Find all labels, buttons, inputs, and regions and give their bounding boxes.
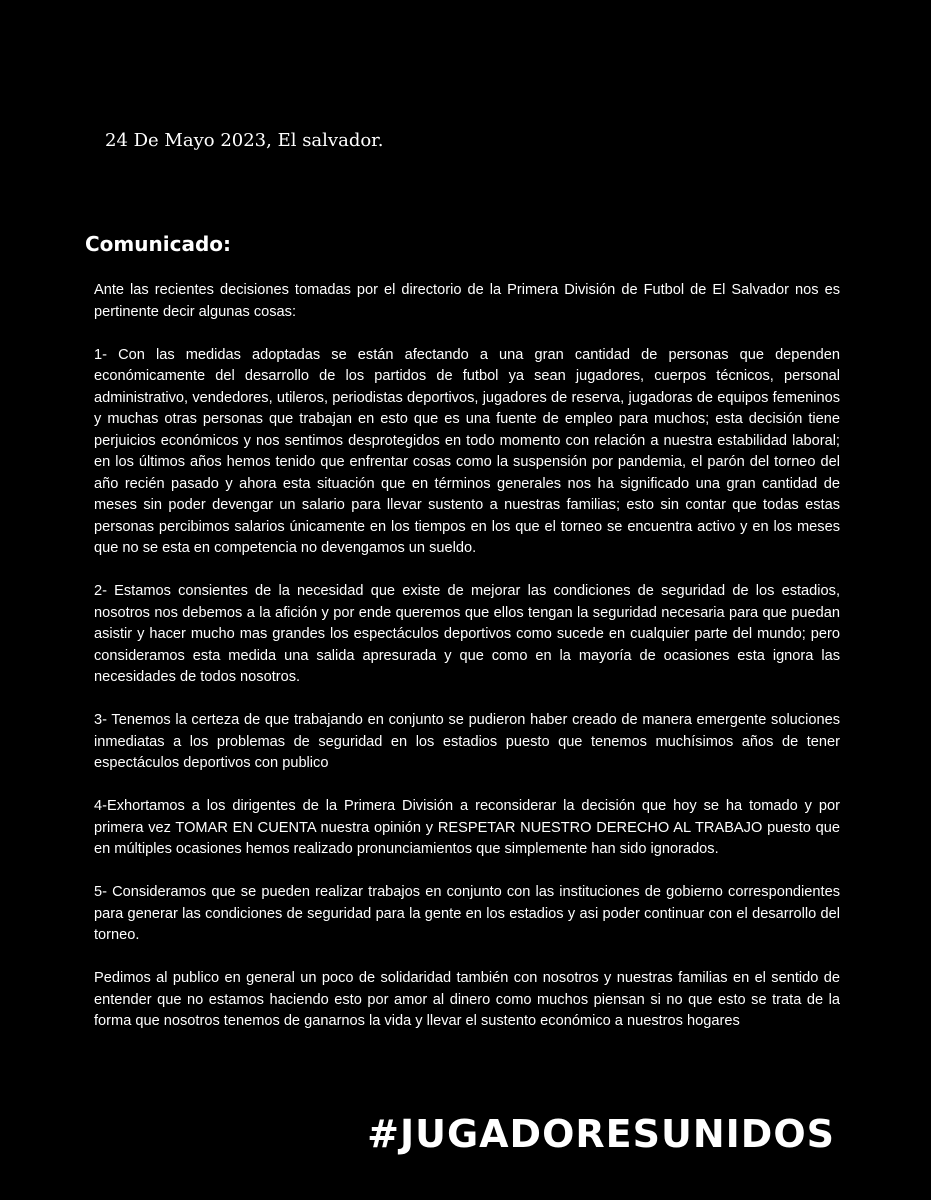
paragraph-point-3: 3- Tenemos la certeza de que trabajando en conjunto se pudieron haber creado de manera emergente soluciones inmediatas a los problemas de seguridad en los estadios puesto que tenemos muchísimos años de tener espectáculos deportivos con publico: [94, 712, 840, 771]
paragraph-intro: Ante las recientes decisiones tomadas por el directorio de la Primera División de Futbol de El Salvador nos es pertinente decir algunas cosas:: [94, 282, 840, 320]
statement-body: [94, 280, 840, 1054]
statement-heading: Comunicado:: [85, 232, 231, 256]
hashtag-banner: #JUGADORESUNIDOS: [367, 1112, 835, 1156]
date-line: 24 De Mayo 2023, El salvador.: [105, 130, 384, 151]
paragraph-point-5: 5- Consideramos que se pueden realizar trabajos en conjunto con las instituciones de gobierno correspondientes para generar las condiciones de seguridad para la gente en los estadios y asi poder continuar con el desarrollo del torneo.: [94, 884, 840, 943]
paragraph-point-2: 2- Estamos consientes de la necesidad que existe de mejorar las condiciones de seguridad de los estadios, nosotros nos debemos a la afición y por ende queremos que ellos tengan la seguridad necesaria para que puedan asistir y hacer mucho mas grandes los espectáculos deportivos como sucede en cualquier parte del mundo; pero consideramos esta medida una salida apresurada y que como en la mayoría de ocasiones esta ignora las necesidades de todos nosotros.: [94, 583, 840, 685]
paragraph-closing: Pedimos al publico en general un poco de solidaridad también con nosotros y nuestras familias en el sentido de entender que no estamos haciendo esto por amor al dinero como muchos piensan si no que esto se trata de la forma que nosotros tenemos de ganarnos la vida y llevar el sustento económico a nuestros hogares: [94, 970, 840, 1029]
paragraph-point-1: 1- Con las medidas adoptadas se están afectando a una gran cantidad de personas que dependen económicamente del desarrollo de los partidos de futbol ya sean jugadores, cuerpos técnicos, personal administrativo, vendedores, utileros, periodistas deportivos, jugadores de reserva, jugadoras de equipos femeninos y muchas otras personas que trabajan en esto que es una fuente de empleo para muchos; esta decisión tiene perjuicios económicos y nos sentimos desprotegidos en todo momento con relación a nuestra estabilidad laboral; en los últimos años hemos tenido que enfrentar cosas como la suspensión por pandemia, el parón del torneo del año recién pasado y ahora esta situación que en términos generales nos ha significado una gran cantidad de meses sin poder devengar un salario para llevar sustento a nuestras familias; esto sin contar que todas estas personas percibimos salarios únicamente en los tiempos en los que el torneo se encuentra activo y en los meses que no se esta en competencia no devengamos un sueldo.: [94, 346, 840, 556]
paragraph-point-4: 4-Exhortamos a los dirigentes de la Primera División a reconsiderar la decisión que hoy se ha tomado y por primera vez TOMAR EN CUENTA nuestra opinión y RESPETAR NUESTRO DERECHO AL TRABAJO puesto que en múltiples ocasiones hemos realizado pronunciamientos que simplemente han sido ignorados.: [94, 798, 840, 857]
